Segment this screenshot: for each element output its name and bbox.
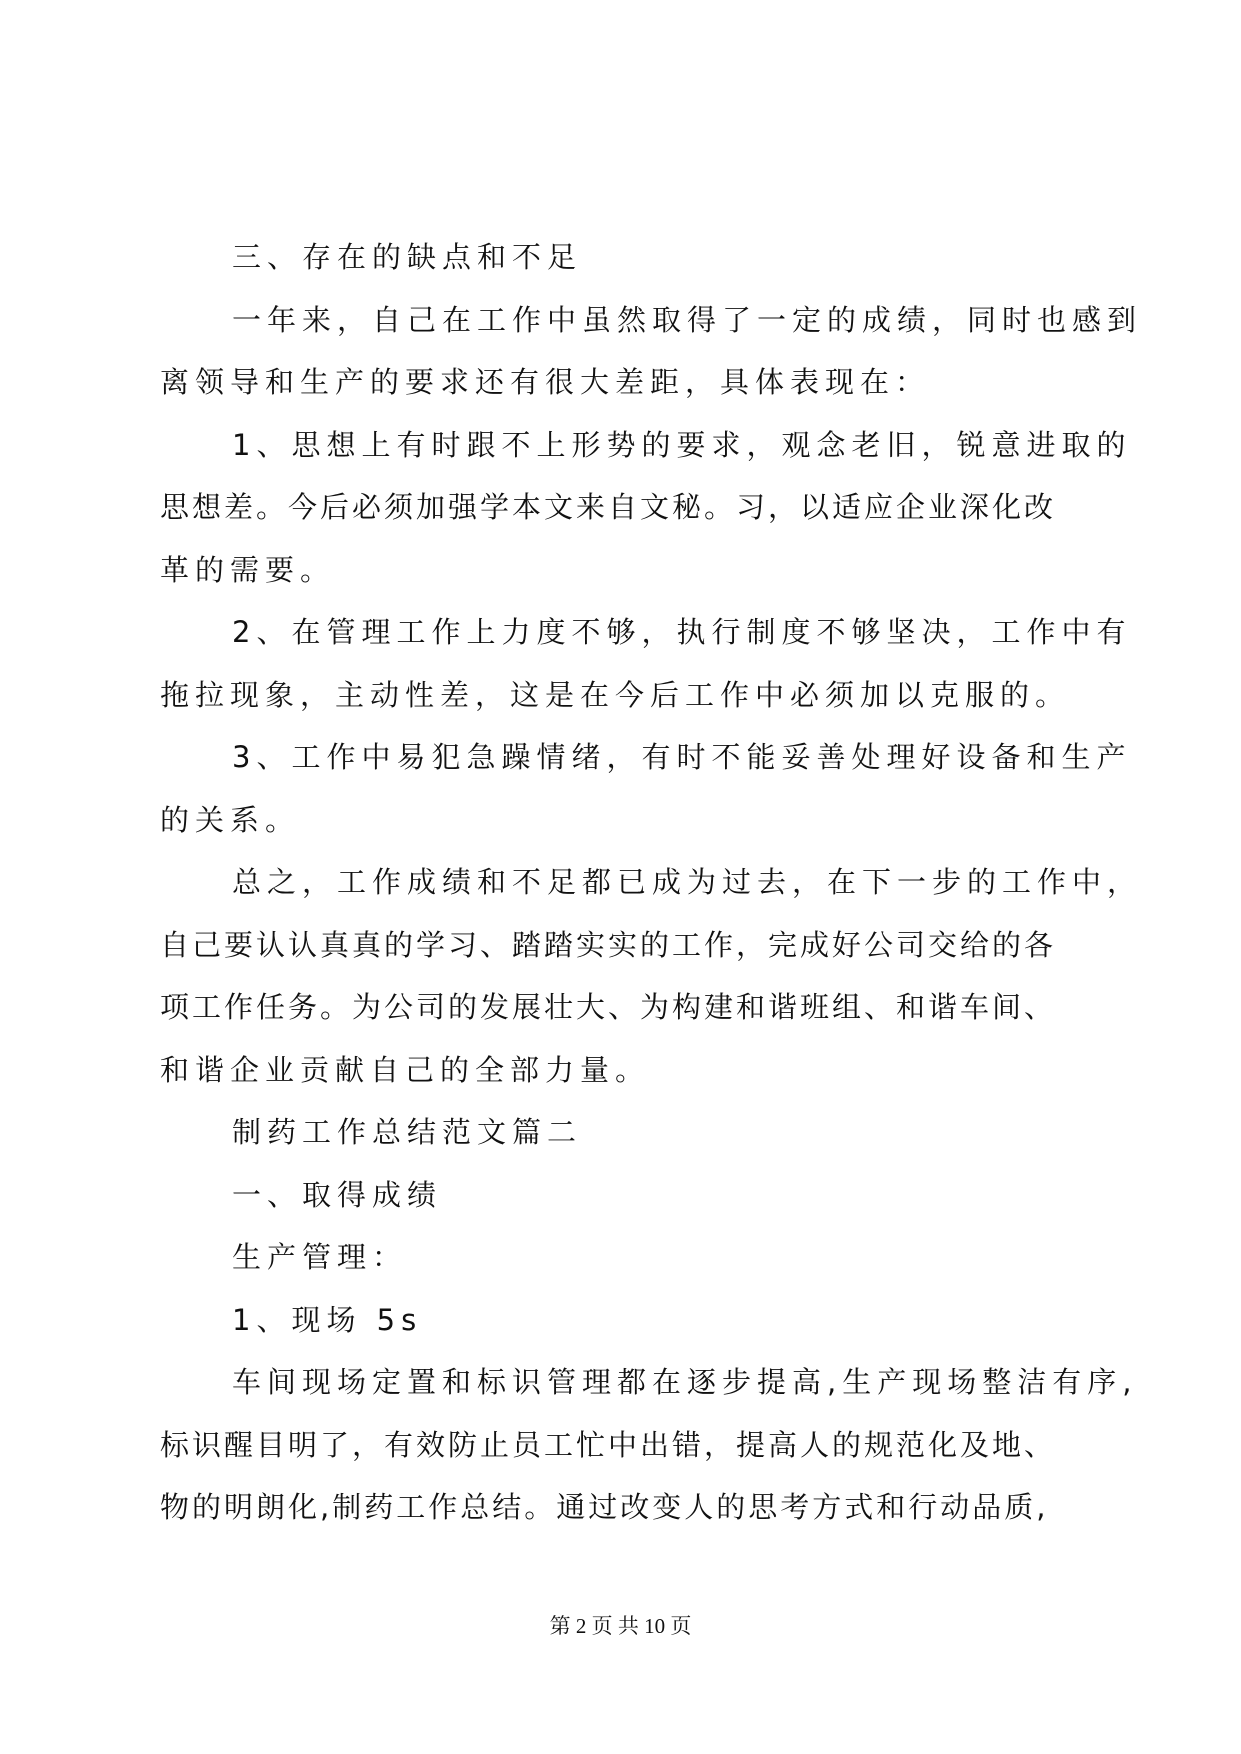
paragraph-line: 的关系。 (160, 802, 301, 837)
paragraph-line: 物的明朗化,制药工作总结。通过改变人的思考方式和行动品质, (160, 1490, 1049, 1524)
paragraph-line: 项工作任务。为公司的发展壮大、为构建和谐班组、和谐车间、 (160, 990, 1057, 1024)
paragraph-line: 1、思想上有时跟不上形势的要求，观念老旧，锐意进取的 (232, 427, 1132, 462)
section-heading: 一、取得成绩 (232, 1177, 443, 1212)
list-item-heading: 1、现场 5s (232, 1302, 423, 1337)
paragraph-line: 离领导和生产的要求还有很大差距，具体表现在： (160, 365, 931, 399)
paragraph-line: 一年来，自己在工作中虽然取得了一定的成绩，同时也感到 (232, 302, 1143, 337)
paragraph-line: 拖拉现象，主动性差，这是在今后工作中必须加以克服的。 (160, 677, 1071, 712)
article-title: 制药工作总结范文篇二 (232, 1115, 583, 1149)
paragraph-line: 总之，工作成绩和不足都已成为过去，在下一步的工作中， (232, 865, 1143, 899)
paragraph-line: 革的需要。 (160, 552, 336, 587)
section-heading: 三、存在的缺点和不足 (232, 240, 583, 274)
paragraph-line: 2、在管理工作上力度不够，执行制度不够坚决，工作中有 (232, 615, 1132, 649)
document-body (160, 226, 1143, 1539)
paragraph-line: 标识醒目明了，有效防止员工忙中出错，提高人的规范化及地、 (160, 1427, 1057, 1462)
paragraph-line: 车间现场定置和标识管理都在逐步提高,生产现场整洁有序, (232, 1365, 1138, 1399)
paragraph-line: 自己要认认真真的学习、踏踏实实的工作，完成好公司交给的各 (160, 927, 1057, 962)
paragraph-line: 思想差。今后必须加强学本文来自文秘。习，以适应企业深化改 (160, 490, 1057, 524)
paragraph-line: 和谐企业贡献自己的全部力量。 (160, 1052, 651, 1087)
paragraph-line: 3、工作中易犯急躁情绪，有时不能妥善处理好设备和生产 (232, 740, 1132, 774)
subsection-heading: 生产管理： (232, 1240, 408, 1274)
page-number-footer: 第 2 页 共 10 页 (549, 1614, 692, 1638)
